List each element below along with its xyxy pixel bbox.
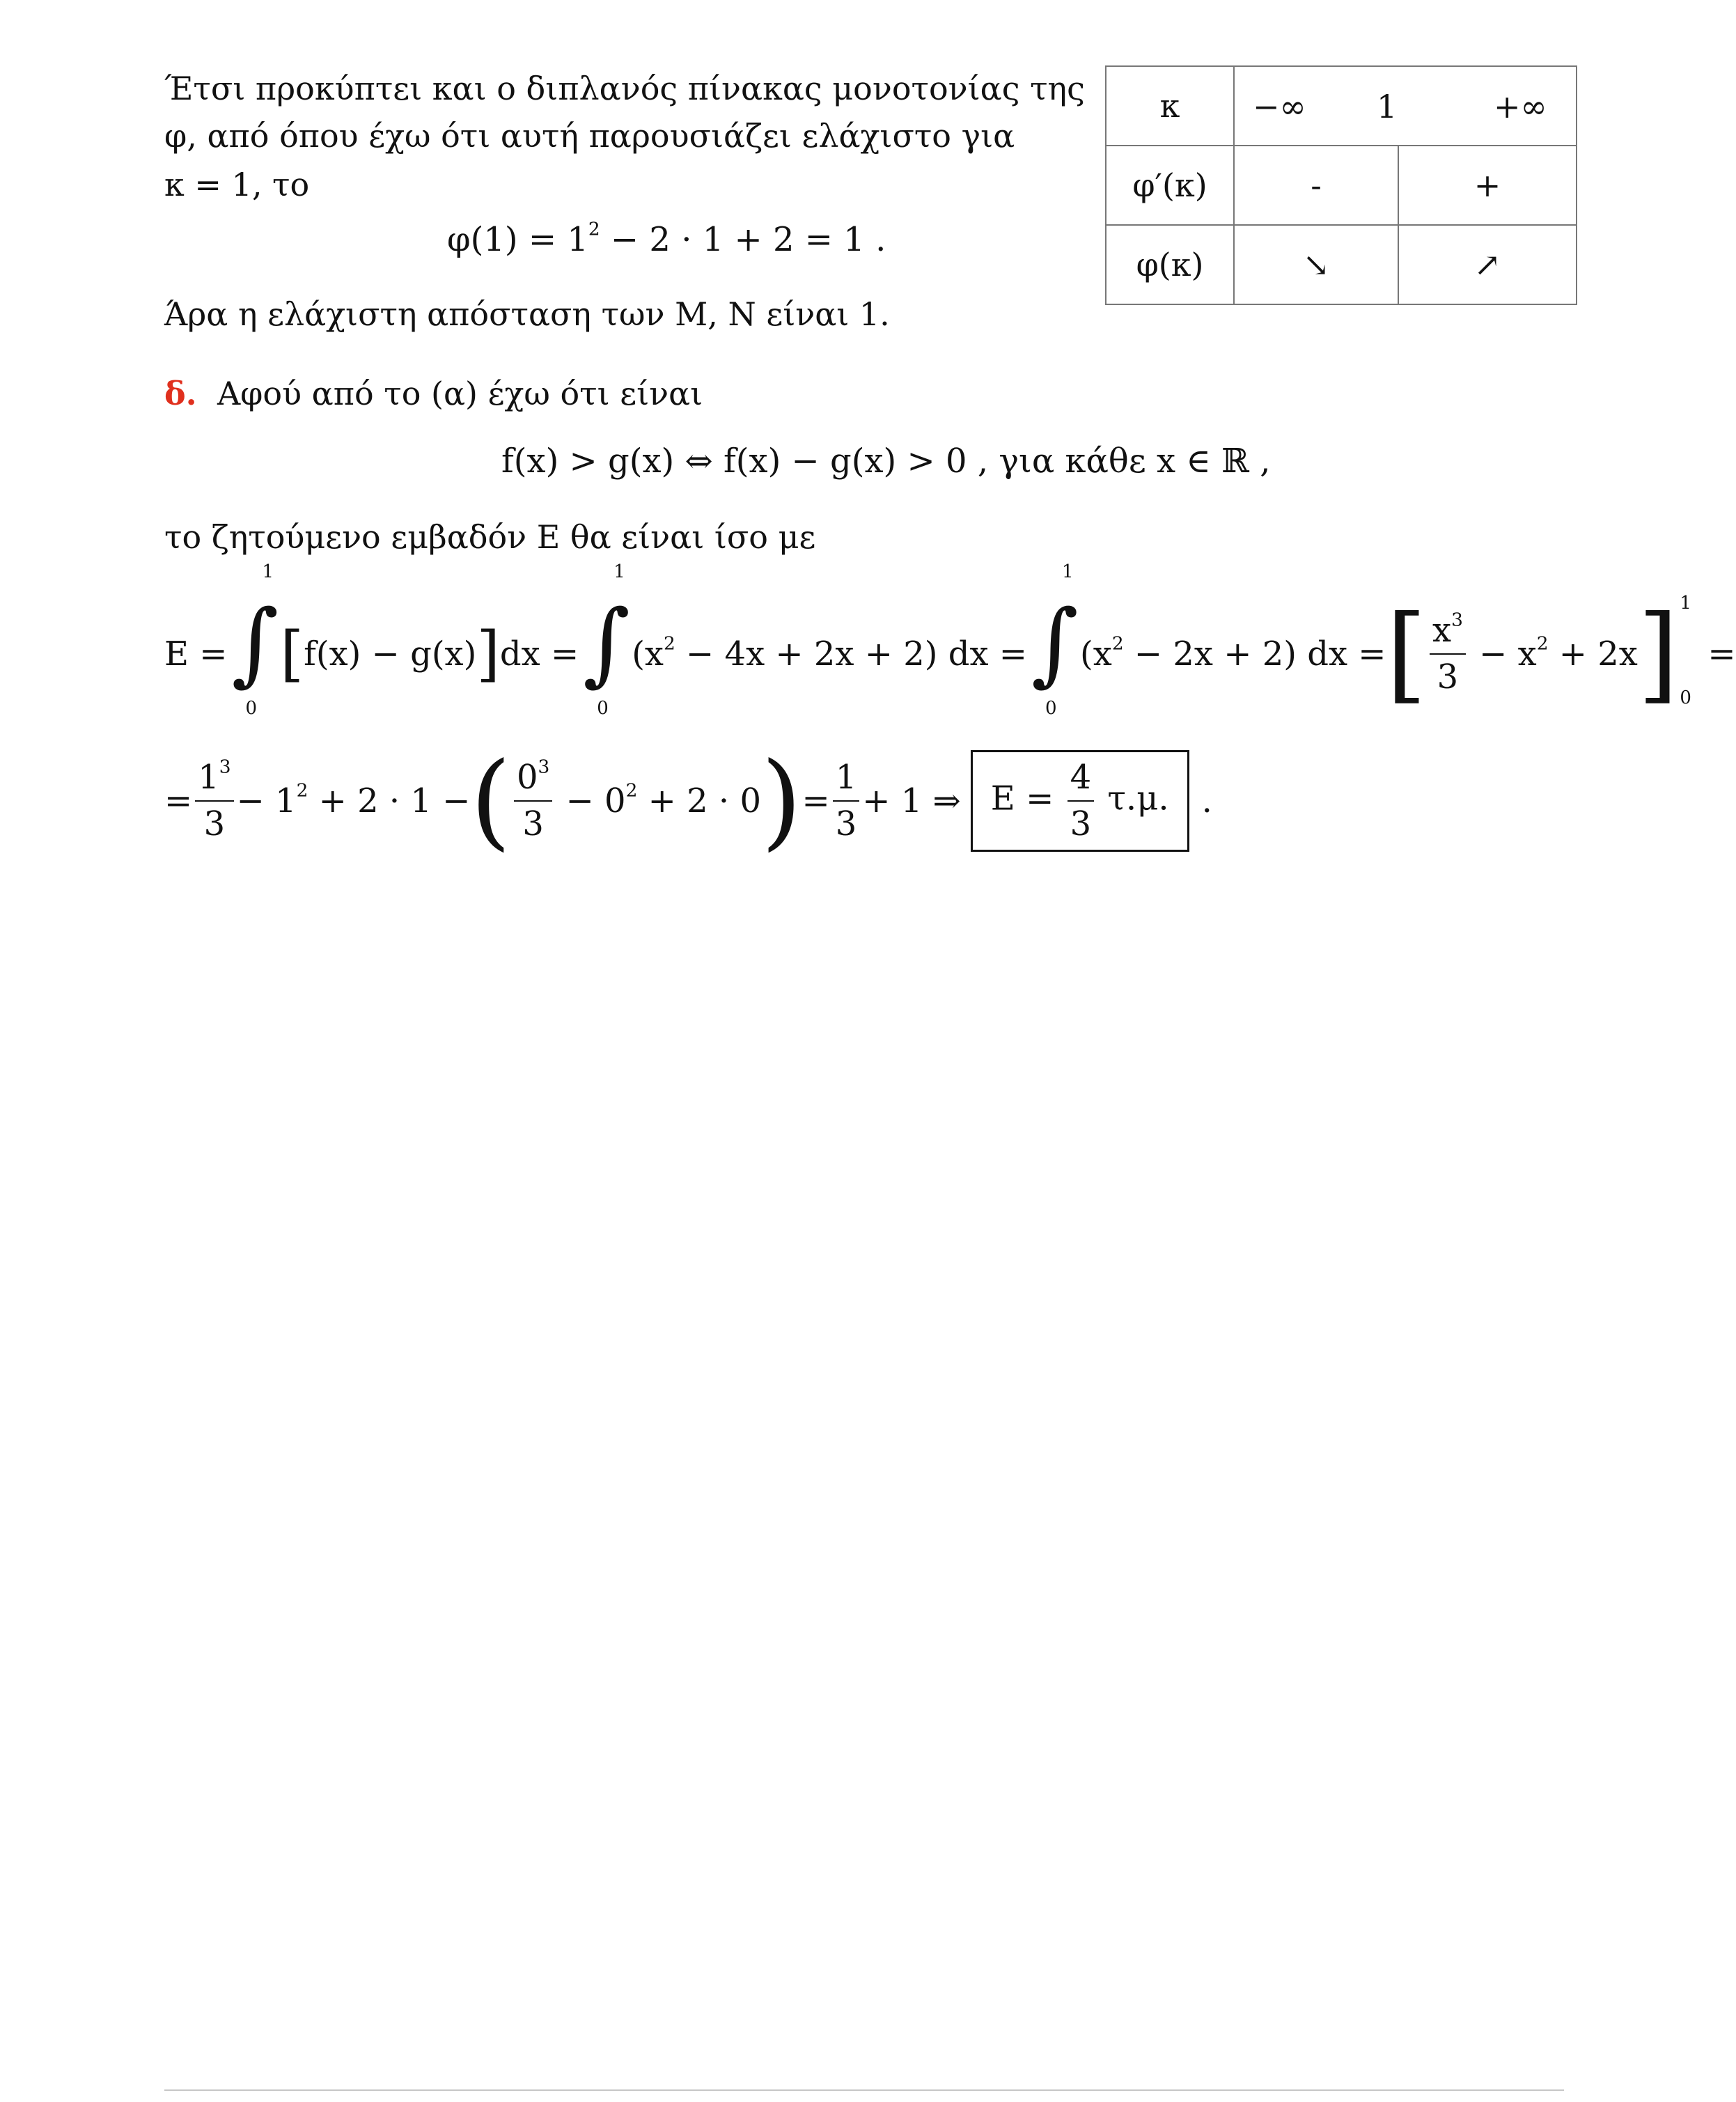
antideriv-rest-exp: 2 — [1536, 632, 1549, 655]
result-eq-mid: = — [801, 781, 830, 820]
integral-lhs: Ε = — [164, 635, 228, 674]
antideriv-den: 3 — [1437, 657, 1459, 696]
paren-close: ) — [760, 740, 802, 862]
part-a: − 1 — [236, 781, 297, 820]
part-delta-label: δ. — [164, 375, 197, 412]
boxed-num: 4 — [1068, 759, 1095, 802]
integral-sign-1: ∫ 1 0 — [231, 561, 279, 719]
integrand-2 — [632, 632, 1028, 674]
integral-sign-2: ∫ 1 0 — [583, 561, 630, 719]
integrand-3-a: (x — [1080, 635, 1112, 674]
antideriv-num-exp: 3 — [1451, 609, 1463, 631]
antiderivative-rest — [1469, 632, 1638, 674]
antiderivative-fraction — [1430, 609, 1466, 696]
boxed-final-answer — [971, 750, 1189, 852]
boxed-unit: τ.μ. — [1107, 779, 1169, 818]
fraction-one-cubed-over-three — [195, 756, 233, 843]
result-equation — [164, 740, 1212, 862]
antiderivative-bracket-open: [ — [1386, 593, 1428, 715]
increasing-arrow-icon: ↗ — [1398, 225, 1577, 304]
boxed-den: 3 — [1070, 804, 1092, 843]
frac1-den: 3 — [203, 804, 226, 843]
integrand-2-b: − 4x + 2x + 2) dx = — [675, 635, 1028, 674]
area-intro-text: το ζητούμενο εμβαδόν Ε θα είναι ίσο με — [164, 518, 816, 556]
paragraph1-line3 — [164, 166, 310, 203]
integral-3-lower: 0 — [1045, 698, 1057, 719]
value-minus-infinity: −∞ — [1253, 88, 1306, 125]
integrand-3-exp: 2 — [1111, 632, 1124, 655]
integral-2-upper: 1 — [613, 561, 625, 582]
antideriv-num-base: x — [1432, 611, 1452, 651]
bracket-open: [ — [280, 619, 304, 689]
result-part-e: + 1 ⇒ — [862, 781, 961, 820]
row-derivative-label: φ′(κ) — [1106, 146, 1234, 225]
integral-3-upper: 1 — [1062, 561, 1074, 582]
frac1-num-base: 1 — [198, 758, 219, 797]
part-c: − 0 — [565, 781, 626, 820]
integral-1-upper: 1 — [262, 561, 274, 582]
antideriv-rest-b: + 2x — [1548, 635, 1638, 674]
frac2-num-base: 0 — [516, 758, 538, 797]
part-b: + 2 · 1 − — [308, 781, 471, 820]
integrand-3-b: − 2x + 2) dx = — [1123, 635, 1386, 674]
part-delta-text: Αφού από το (α) έχω ότι είναι — [217, 375, 703, 412]
fraction-zero-cubed-over-three — [514, 756, 552, 843]
part-delta — [164, 377, 703, 410]
table-header-kappa: κ — [1106, 66, 1234, 146]
integral-trailing-equals: = — [1707, 635, 1736, 674]
frac1-num-exp: 3 — [219, 756, 231, 778]
integrand-2-exp: 2 — [664, 632, 675, 655]
result-part-c — [555, 779, 761, 820]
frac3-num: 1 — [833, 759, 860, 802]
frac3-den: 3 — [835, 804, 857, 843]
part-c-exp: 2 — [625, 779, 638, 802]
part-d: + 2 · 0 — [637, 781, 761, 820]
eq-phi1-rhs: − 2 · 1 + 2 = 1 . — [600, 220, 886, 259]
result-eq-start: = — [164, 781, 193, 820]
integral-equation — [164, 561, 1736, 720]
result-final-dot: . — [1201, 781, 1212, 820]
decreasing-arrow-icon: ↘ — [1234, 225, 1398, 304]
integrand-2-a: (x — [632, 635, 664, 674]
value-one: 1 — [1377, 88, 1398, 125]
integrand-1: f(x) − g(x) — [304, 635, 477, 674]
eq-phi1-lhs: φ(1) = 1 — [447, 220, 588, 259]
antiderivative-bracket-close: ] — [1637, 593, 1679, 715]
monotonicity-table — [1105, 65, 1577, 305]
boxed-lhs: Ε = — [990, 779, 1054, 818]
table-header-values — [1234, 66, 1577, 146]
integral-2-lower: 0 — [597, 698, 609, 719]
antideriv-rest-a: − x — [1479, 635, 1537, 674]
kappa-equals-one: κ = 1 — [164, 166, 252, 203]
evaluation-limits — [1678, 593, 1699, 708]
paragraph1-line3-rest: , το — [251, 166, 310, 203]
fraction-one-third — [833, 759, 860, 843]
bracket-close: ] — [476, 619, 500, 689]
row-function-label: φ(κ) — [1106, 225, 1234, 304]
part-a-exp: 2 — [296, 779, 308, 802]
eval-lower: 0 — [1680, 687, 1691, 708]
derivative-sign-positive: + — [1398, 146, 1577, 225]
derivative-sign-negative: - — [1234, 146, 1398, 225]
integrand-1-dx: dx = — [499, 635, 579, 674]
paragraph1-line2: φ, από όπου έχω ότι αυτή παρουσιάζει ελάχιστο για — [164, 117, 1015, 155]
inequality-expression: f(x) > g(x) ⇔ f(x) − g(x) > 0 , για κάθε x ∈ ℝ , — [501, 442, 1271, 481]
eq-phi1-exp: 2 — [588, 218, 600, 240]
integrand-3 — [1080, 632, 1386, 674]
footer-divider — [164, 2089, 1564, 2091]
result-part-a — [236, 779, 471, 820]
paren-open: ( — [470, 740, 511, 862]
eval-upper: 1 — [1680, 593, 1691, 614]
integral-sign-3: ∫ 1 0 — [1031, 561, 1079, 719]
fraction-four-thirds — [1068, 759, 1095, 843]
conclusion-text: Άρα η ελάχιστη απόσταση των Μ, Ν είναι 1. — [164, 295, 890, 333]
paragraph1-line1: Έτσι προκύπτει και ο διπλανός πίνακας μονοτονίας της — [164, 70, 1085, 107]
frac2-num-exp: 3 — [538, 756, 550, 778]
frac2-den: 3 — [522, 804, 544, 843]
equation-phi-of-one — [447, 218, 886, 259]
value-plus-infinity: +∞ — [1494, 88, 1547, 125]
integral-1-lower: 0 — [245, 698, 258, 719]
